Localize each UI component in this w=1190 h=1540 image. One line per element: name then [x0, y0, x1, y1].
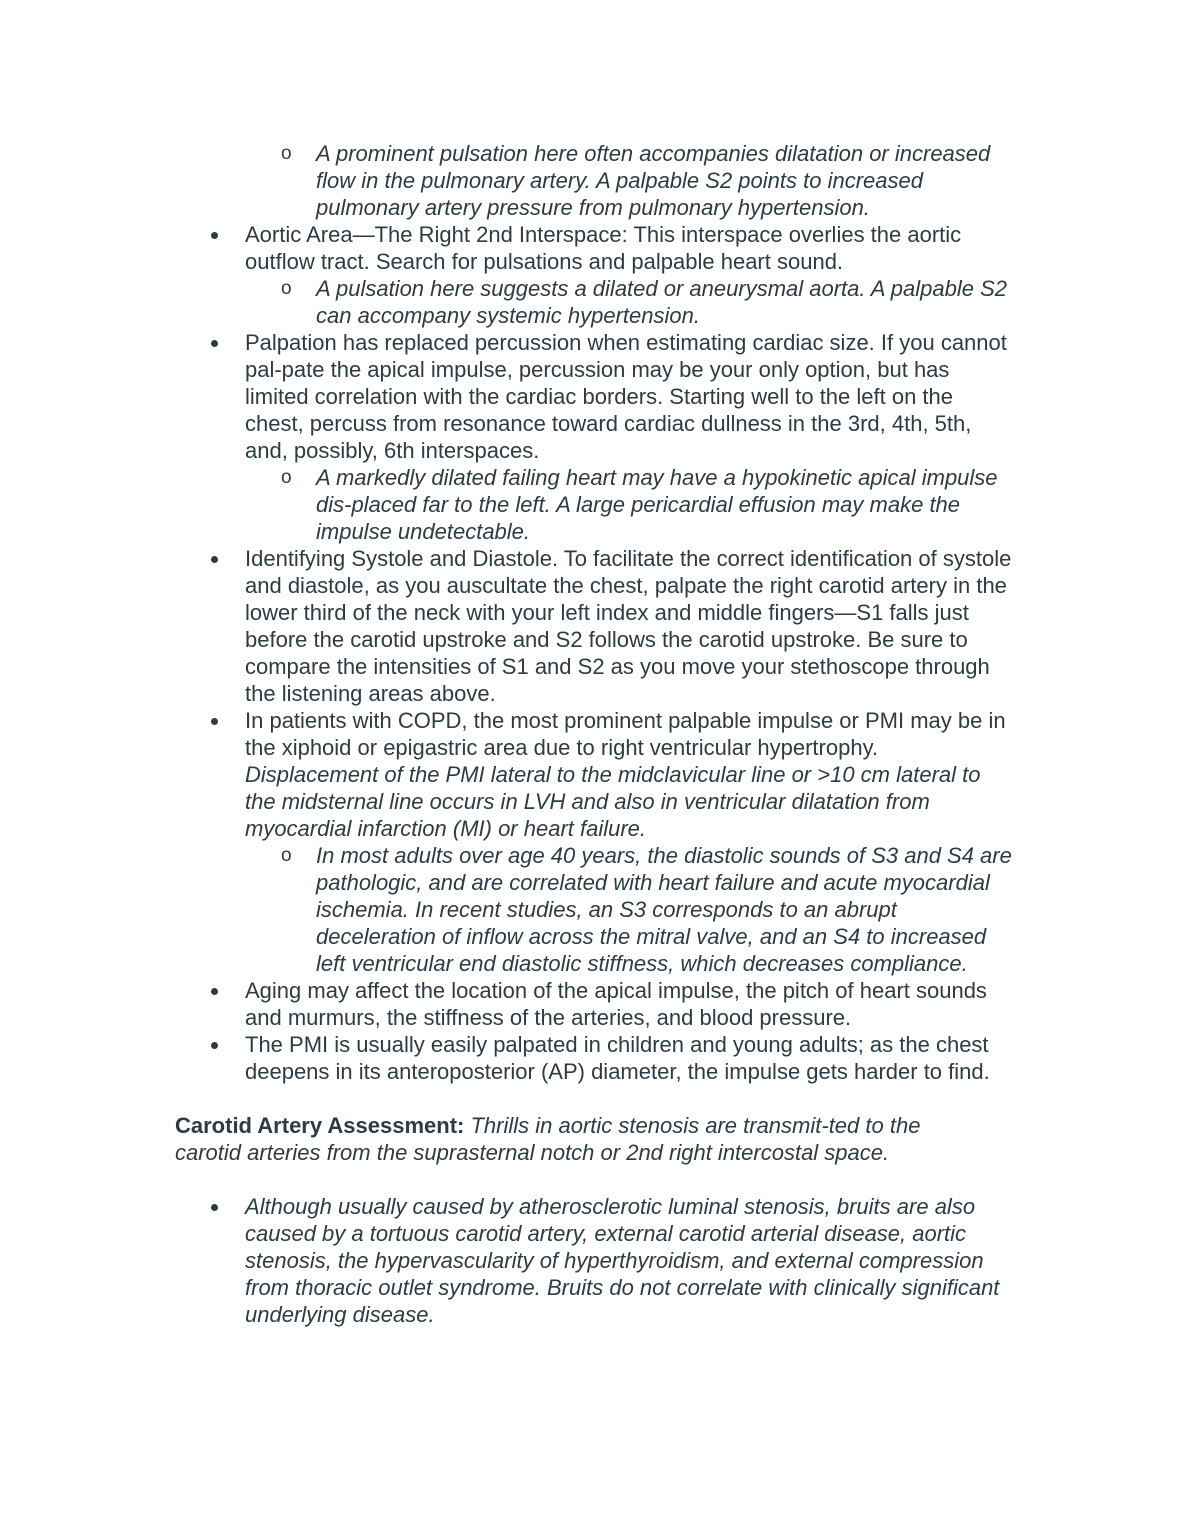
cardiac-list [175, 140, 1025, 1085]
sub-list-item: o A pulsation here suggests a dilated or aneurysmal aorta. A palpable S2 can accompany systemic hypertension. [175, 275, 1016, 329]
document-page [175, 140, 1025, 1328]
list-item-text: In patients with COPD, the most prominent palpable impulse or PMI may be in the xiphoid or epigastric area due to right ventricular hypertrophy. [245, 708, 1006, 760]
list-item [175, 707, 1013, 842]
carotid-text: Thrills in aortic stenosis are transmit-ted to the carotid arteries from the suprasternal notch or 2nd right intercostal space. [175, 1113, 921, 1165]
carotid-heading: Carotid Artery Assessment: [175, 1113, 465, 1138]
carotid-paragraph [175, 1112, 975, 1166]
list-item: Identifying Systole and Diastole. To facilitate the correct identification of systole and diastole, as you auscultate the chest, palpate the right carotid artery in the lower third of the neck with your left index and middle fingers—S1 falls just before the carotid upstroke and S2 follows the carotid upstroke. Be sure to compare the intensities of S1 and S2 as you move your stethoscope through the listening areas above. [175, 545, 1013, 707]
list-item: The PMI is usually easily palpated in children and young adults; as the chest deepens in its anteroposterior (AP) diameter, the impulse gets harder to find. [175, 1031, 1013, 1085]
sub-list-item: o A markedly dilated failing heart may have a hypokinetic apical impulse dis-placed far to the left. A large pericardial effusion may make the impulse undetectable. [175, 464, 1016, 545]
sub-list-item: o A prominent pulsation here often accompanies dilatation or increased flow in the pulmonary artery. A palpable S2 points to increased pulmonary artery pressure from pulmonary hypertension. [175, 140, 1016, 221]
list-item: Although usually caused by atherosclerotic luminal stenosis, bruits are also caused by a tortuous carotid artery, external carotid arterial disease, aortic stenosis, the hypervascularity of hyperthyroidism, and external compression from thoracic outlet syndrome. Bruits do not correlate with clinically significant underlying disease. [175, 1193, 1013, 1328]
sub-list-item: o In most adults over age 40 years, the diastolic sounds of S3 and S4 are pathologic, and are correlated with heart failure and acute myocardial ischemia. In recent studies, an S3 corresponds to an abrupt deceleration of inflow across the mitral valve, and an S4 to increased left ventricular end diastolic stiffness, which decreases compliance. [175, 842, 1016, 977]
list-item: Palpation has replaced percussion when estimating cardiac size. If you cannot pal-pate the apical impulse, percussion may be your only option, but has limited correlation with the cardiac borders. Starting well to the left on the chest, percuss from resonance toward cardiac dullness in the 3rd, 4th, 5th, and, possibly, 6th interspaces. [175, 329, 1013, 464]
list-item: Aortic Area—The Right 2nd Interspace: This interspace overlies the aortic outflow tract. Search for pulsations and palpable heart sound. [175, 221, 1013, 275]
list-item-italic-text: Displacement of the PMI lateral to the midclavicular line or >10 cm lateral to the midsternal line occurs in LVH and also in ventricular dilatation from myocardial infarction (MI) or heart failure. [245, 762, 981, 841]
carotid-list [175, 1193, 1025, 1328]
list-item: Aging may affect the location of the apical impulse, the pitch of heart sounds and murmurs, the stiffness of the arteries, and blood pressure. [175, 977, 1013, 1031]
